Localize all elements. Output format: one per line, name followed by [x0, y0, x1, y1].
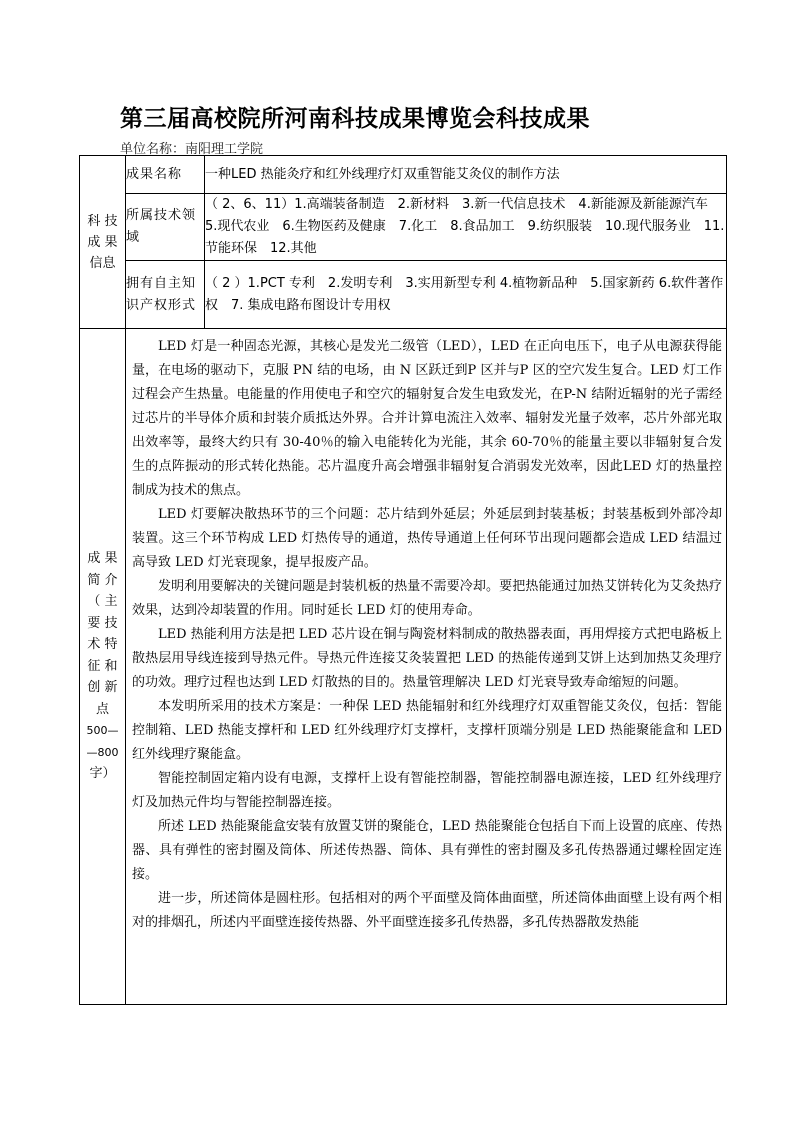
ip-label: 拥有自主知识产权形式: [126, 261, 205, 329]
summary-paragraph: 本发明所采用的技术方案是：一种保 LED 热能辐射和红外线理疗灯双重智能艾灸仪，包括：智能控制箱、LED 热能支撑杆和 LED 红外线理疗灯支撑杆，支撑杆顶端分别是 LED 热能聚能盒和 LED 红外线理疗聚能盒。: [132, 699, 722, 762]
summary-label-line: 简 介: [87, 572, 118, 588]
summary-paragraph: LED 灯是一种固态光源，其核心是发光二级管（LED），LED 在正向电压下，电子从电源获得能量，在电场的驱动下，克服 PN 结的电场，由 N 区跃迁到P 区并与P 区的空穴发生复合。LED 灯工作过程会产生热量。电能量的作用使电子和空穴的辐射复合发生电致发光，在P-N 结附近辐射的光子需经过芯片的半导体介质和封装介质抵达外界。合并计算电流注入效率、辐射发光量子效率，芯片外部光取出效率等，最终大约只有 30-40％的输入电能转化为光能，其余 60-70％的能量主要以非辐射复合发生的点阵振动的形式转化热能。芯片温度升高会增强非辐射复合消弱发光效率，因此LED 灯的热量控制成为技术的焦点。: [132, 339, 722, 498]
summary-label-line: 创 新: [87, 680, 118, 696]
page-title: 第三届高校院所河南科技成果博览会科技成果: [120, 106, 590, 132]
unit-name-line: 单位名称：南阳理工学院: [120, 142, 264, 157]
summary-label-line: 征 和: [87, 658, 118, 674]
info-label-line: 信息: [89, 255, 116, 271]
summary-label-line: （ 主: [87, 594, 118, 610]
info-label-line: 成 果: [87, 234, 118, 250]
field-label: 所属技术领域: [126, 194, 205, 261]
info-label-line: 科 技: [87, 213, 118, 229]
summary-body: [126, 329, 727, 1005]
ip-value: （ 2 ）1.PCT 专利 2.发明专利 3.实用新型专利 4.植物新品种 5.国家新药 6.软件著作权 7. 集成电路布图设计专用权: [205, 261, 727, 329]
summary-label-line: 点: [95, 701, 109, 717]
info-section-label: [80, 156, 126, 329]
summary-label-line: 500—: [86, 724, 119, 738]
summary-paragraph: 智能控制固定箱内设有电源，支撑杆上设有智能控制器，智能控制器电源连接，LED 红外线理疗灯及加热元件均与智能控制器连接。: [132, 771, 722, 810]
summary-label-line: 要 技: [87, 615, 118, 631]
summary-label-line: 字）: [89, 766, 116, 782]
summary-paragraph: 所述 LED 热能聚能盒安装有放置艾饼的聚能仓，LED 热能聚能仓包括自下而上设置的底座、传热器、具有弹性的密封圈及筒体、所述传热器、筒体、具有弹性的密封圈及多孔传热器通过螺栓固定连接。: [132, 819, 722, 882]
summary-section-label: [80, 329, 126, 1005]
summary-label-line: 成 果: [87, 551, 118, 567]
summary-label-line: —800: [86, 745, 119, 759]
summary-paragraph: LED 灯要解决散热环节的三个问题：芯片结到外延层；外延层到封装基板；封装基板到外部冷却装置。这三个环节构成 LED 灯热传导的通道，热传导通道上任何环节出现问题都会造成 LED 结温过高导致 LED 灯光衰现象，提早报废产品。: [132, 507, 722, 570]
name-value: 一种LED 热能灸疗和红外线理疗灯双重智能艾灸仪的制作方法: [205, 156, 727, 194]
summary-paragraph: 进一步，所述筒体是圆柱形。包括相对的两个平面壁及筒体曲面壁，所述筒体曲面壁上设有两个相对的排烟孔，所述内平面壁连接传热器、外平面壁连接多孔传热器，多孔传热器散发热能: [132, 891, 722, 930]
summary-label-line: 术 特: [87, 637, 118, 653]
achievement-table: [79, 155, 727, 1005]
name-label: 成果名称: [126, 156, 205, 194]
summary-paragraph: 发明利用要解决的关键问题是封装机板的热量不需要冷却。要把热能通过加热艾饼转化为艾灸热疗效果，达到冷却装置的作用。同时延长 LED 灯的使用寿命。: [132, 579, 722, 618]
field-value: （ 2、6、11）1.高端装备制造 2.新材料 3.新一代信息技术 4.新能源及新能源汽车 5.现代农业 6.生物医药及健康 7.化工 8.食品加工 9.纺织服装 10.现代服务业 11.节能环保 12.其他: [205, 194, 727, 261]
summary-paragraph: LED 热能利用方法是把 LED 芯片设在铜与陶瓷材料制成的散热器表面，再用焊接方式把电路板上散热层用导线连接到导热元件。导热元件连接艾灸装置把 LED 的热能传递到艾饼上达到加热艾灸理疗的功效。理疗过程也达到 LED 灯散热的目的。热量管理解决 LED 灯光衰导致寿命缩短的问题。: [132, 627, 722, 690]
